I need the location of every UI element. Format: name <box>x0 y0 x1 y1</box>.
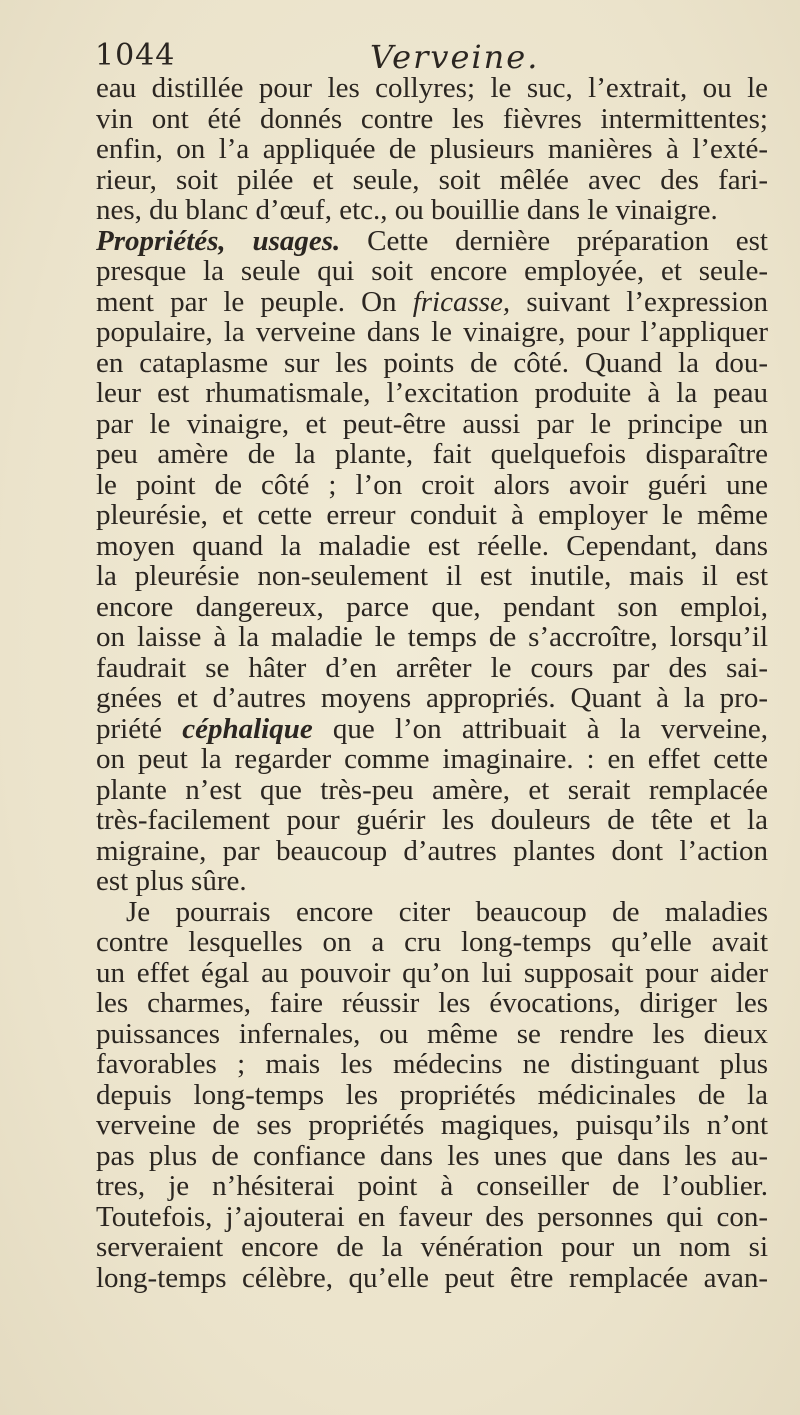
text-line <box>96 226 768 257</box>
text-segment: rieur, soit pilée et seule, soit mêlée avec des fari- <box>96 164 768 195</box>
text-line <box>96 866 768 897</box>
text-line <box>96 1232 768 1263</box>
text-segment: suivant l’expression <box>510 286 768 317</box>
text-segment: presque la seule qui soit encore employée, et seule- <box>96 256 768 287</box>
text-segment: que l’on attribuait à la verveine, <box>312 713 768 744</box>
text-line <box>96 195 768 226</box>
text-segment: en cataplasme sur les points de côté. Quand la dou- <box>96 347 768 378</box>
text-line <box>96 287 768 318</box>
text-line <box>96 592 768 623</box>
text-segment: ment par le peuple. On <box>96 286 413 317</box>
text-segment: moyen quand la maladie est réelle. Cependant, dans <box>96 530 768 561</box>
text-line <box>96 836 768 867</box>
text-segment: par le vinaigre, et peut-être aussi par le principe un <box>96 408 768 439</box>
text-segment: Je pourrais encore citer beaucoup de maladies <box>126 896 768 927</box>
text-segment: serveraient encore de la vénération pour un nom si <box>96 1232 768 1263</box>
text-segment: faudrait se hâter d’en arrêter le cours par des sai- <box>96 652 768 683</box>
text-segment: plante n’est que très-peu amère, et serait remplacée <box>96 774 768 805</box>
text-segment: on peut la regarder comme imaginaire. : en effet cette <box>96 744 768 775</box>
text-segment: tres, je n’hésiterai point à conseiller de l’oublier. <box>96 1171 768 1202</box>
text-line <box>96 409 768 440</box>
text-segment: les charmes, faire réussir les évocations, diriger les <box>96 988 768 1019</box>
text-line <box>96 744 768 775</box>
text-segment: priété <box>96 713 183 744</box>
text-line <box>96 500 768 531</box>
text-line <box>96 897 768 928</box>
text-segment: très-facilement pour guérir les douleurs de tête et la <box>96 805 768 836</box>
text-segment: pleurésie, et cette erreur conduit à employer le même <box>96 500 768 531</box>
text-segment: enfin, on l’a appliquée de plusieurs manières à l’exté- <box>96 134 768 165</box>
body-text <box>96 73 768 1293</box>
text-segment: favorables ; mais les médecins ne distinguant plus <box>96 1049 768 1080</box>
text-line <box>96 1141 768 1172</box>
text-line <box>96 1202 768 1233</box>
text-segment: contre lesquelles on a cru long-temps qu’elle avait <box>96 927 768 958</box>
running-title: Verveine. <box>370 38 540 76</box>
text-segment: verveine de ses propriétés magiques, puisqu’ils n’ont <box>96 1110 768 1141</box>
text-line <box>96 256 768 287</box>
text-segment: gnées et d’autres moyens appropriés. Quant à la pro- <box>96 683 768 714</box>
text-line <box>96 531 768 562</box>
text-line <box>96 958 768 989</box>
text-segment: nes, du blanc d’œuf, etc., ou bouillie dans le vinaigre. <box>96 195 718 226</box>
text-segment: Toutefois, j’ajouterai en faveur des personnes qui con- <box>96 1201 768 1232</box>
text-line <box>96 134 768 165</box>
text-line <box>96 378 768 409</box>
text-line <box>96 1263 768 1294</box>
text-segment: la pleurésie non-seulement il est inutile, mais il est <box>96 561 768 592</box>
text-line <box>96 805 768 836</box>
text-segment: un effet égal au pouvoir qu’on lui supposait pour aider <box>96 957 768 988</box>
text-segment: populaire, la verveine dans le vinaigre, pour l’appliquer <box>96 317 768 348</box>
emphasized-text: céphalique <box>182 713 313 744</box>
running-header <box>95 38 772 78</box>
text-line <box>96 317 768 348</box>
text-line <box>96 165 768 196</box>
emphasized-text: Propriétés, usages. <box>96 225 341 256</box>
text-segment: leur est rhumatismale, l’excitation produite à la peau <box>96 378 768 409</box>
text-segment: on laisse à la maladie le temps de s’accroître, lorsqu’il <box>96 622 768 653</box>
text-line <box>96 988 768 1019</box>
text-line <box>96 653 768 684</box>
text-segment: Cette dernière préparation est <box>340 225 768 256</box>
text-segment: eau distillée pour les collyres; le suc, l’extrait, ou le <box>96 73 768 104</box>
text-line <box>96 683 768 714</box>
text-line <box>96 1110 768 1141</box>
text-line <box>96 1171 768 1202</box>
text-line <box>96 73 768 104</box>
text-segment: puissances infernales, ou même se rendre les dieux <box>96 1018 768 1049</box>
text-segment: peu amère de la plante, fait quelquefois disparaître <box>96 439 768 470</box>
emphasized-text: fricasse, <box>412 286 511 317</box>
page-number: 1044 <box>95 38 176 73</box>
text-segment: long-temps célèbre, qu’elle peut être remplacée avan- <box>96 1262 768 1293</box>
text-line <box>96 561 768 592</box>
text-line <box>96 1019 768 1050</box>
text-line <box>96 714 768 745</box>
text-segment: vin ont été donnés contre les fièvres intermittentes; <box>96 103 768 134</box>
text-segment: est plus sûre. <box>96 866 247 897</box>
text-line <box>96 470 768 501</box>
text-line <box>96 348 768 379</box>
text-line <box>96 927 768 958</box>
text-line <box>96 439 768 470</box>
text-segment: migraine, par beaucoup d’autres plantes dont l’action <box>96 835 768 866</box>
text-line <box>96 1080 768 1111</box>
text-segment: pas plus de confiance dans les unes que dans les au- <box>96 1140 768 1171</box>
text-line <box>96 1049 768 1080</box>
text-segment: le point de côté ; l’on croit alors avoir guéri une <box>96 469 768 500</box>
text-segment: encore dangereux, parce que, pendant son emploi, <box>96 591 768 622</box>
text-segment: depuis long-temps les propriétés médicinales de la <box>96 1079 768 1110</box>
text-line <box>96 622 768 653</box>
text-line <box>96 775 768 806</box>
text-line <box>96 104 768 135</box>
